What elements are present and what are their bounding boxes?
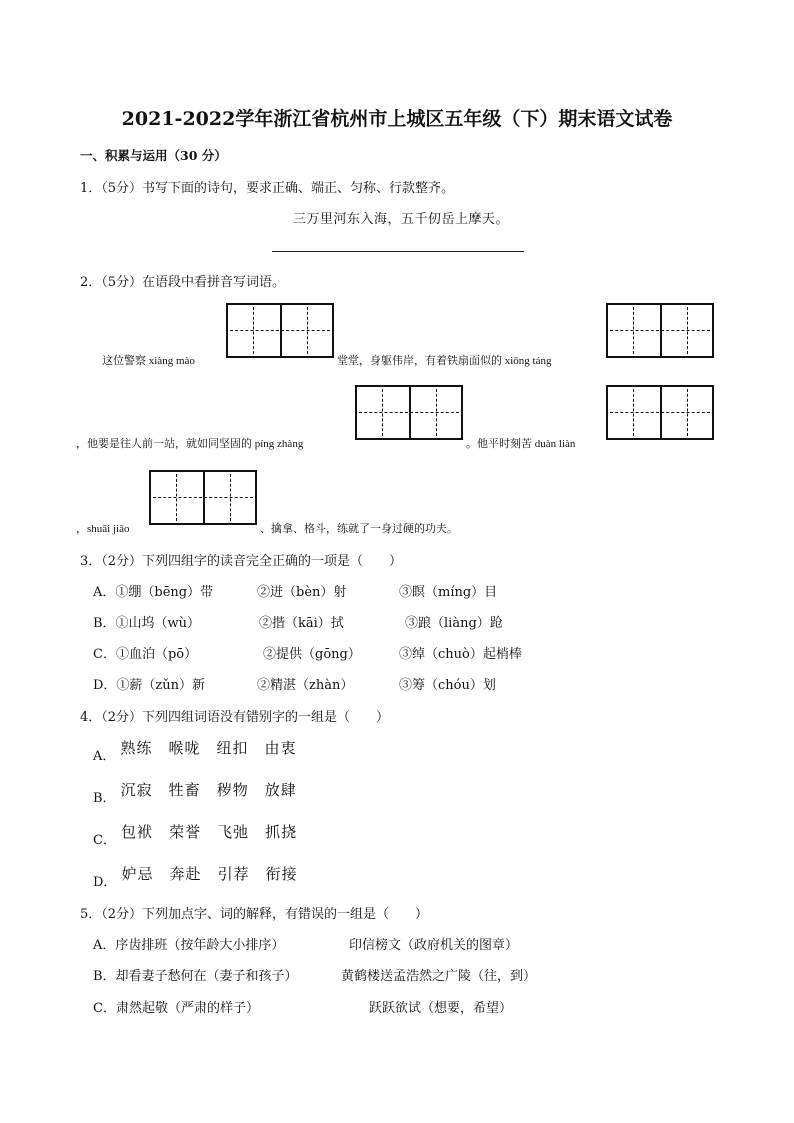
option-b-part: ②揩（kāi）拭 bbox=[259, 616, 344, 631]
option-c-part: ③绰（chuò）起梢棒 bbox=[399, 647, 522, 662]
option-c[interactable] bbox=[93, 821, 313, 848]
pinyin-writing-grid[interactable] bbox=[606, 385, 714, 440]
question-2-stem: 2．（5分）在语段中看拼音写词语。 bbox=[80, 275, 286, 290]
option-d[interactable]: D．①薪（zǔn）新 bbox=[93, 678, 206, 693]
word: 奔赴 bbox=[169, 865, 202, 883]
question-5-stem: 5．（2分）下列加点字、词的解释，有错误的一组是（ ） bbox=[80, 907, 429, 922]
passage-text: ，shuāi jiāo bbox=[76, 523, 130, 535]
passage-text: 、擒拿、格斗，练就了一身过硬的功夫。 bbox=[260, 523, 458, 535]
option-a[interactable]: A．序齿排班（按年龄大小排序） bbox=[93, 938, 285, 953]
option-letter: A． bbox=[93, 749, 116, 764]
word: 飞弛 bbox=[217, 823, 250, 841]
pinyin-writing-grid[interactable] bbox=[226, 303, 334, 358]
pinyin-writing-grid[interactable] bbox=[355, 385, 463, 440]
option-c[interactable]: C．①血泊（pō） bbox=[93, 647, 198, 662]
word: 纽扣 bbox=[216, 739, 249, 757]
option-b-part: ③踉（liàng）跄 bbox=[405, 616, 503, 631]
answer-line bbox=[272, 251, 524, 252]
option-d[interactable] bbox=[93, 863, 314, 890]
option-c-part: 跃跃欲试（想要，希望） bbox=[369, 1001, 513, 1016]
option-b[interactable]: B．却看妻子愁何在（妻子和孩子） bbox=[93, 969, 298, 984]
word: 包袱 bbox=[121, 823, 154, 841]
option-b-part: 黄鹤楼送孟浩然之广陵（往，到） bbox=[341, 969, 537, 984]
option-letter: C． bbox=[93, 833, 116, 848]
option-a[interactable] bbox=[93, 737, 313, 764]
question-1-stem: 1．（5分）书写下面的诗句，要求正确、端正、匀称、行款整齐。 bbox=[80, 181, 455, 196]
option-c[interactable]: C．肃然起敬（严肃的样子） bbox=[93, 1001, 259, 1016]
word: 熟练 bbox=[120, 739, 153, 757]
poem-line: 三万里河东入海，五千仞岳上摩天。 bbox=[293, 212, 510, 227]
section-heading: 一、积累与运用（30 分） bbox=[80, 148, 227, 163]
word: 抓挠 bbox=[265, 823, 298, 841]
option-d-part: ③筹（chóu）划 bbox=[399, 678, 496, 693]
word: 荣誉 bbox=[169, 823, 202, 841]
passage-text: 这位警察 xiàng mào bbox=[102, 355, 195, 367]
passage-text: 堂堂，身躯伟岸，有着铁扇面似的 xiōng táng bbox=[337, 355, 552, 367]
option-a-part: 印信榜文（政府机关的图章） bbox=[349, 938, 519, 953]
question-4-stem: 4．（2分）下列四组词语没有错别字的一组是（ ） bbox=[80, 710, 390, 725]
option-letter: B． bbox=[93, 791, 116, 806]
word: 秽物 bbox=[216, 781, 249, 799]
option-c-part: ②提供（gōng） bbox=[263, 647, 361, 662]
word: 衔接 bbox=[265, 865, 298, 883]
page-title: 2021-2022学年浙江省杭州市上城区五年级（下）期末语文试卷 bbox=[121, 108, 673, 130]
passage-text: ，他要是往人前一站，就如同坚固的 píng zhàng bbox=[76, 438, 304, 450]
option-letter: D． bbox=[93, 875, 117, 890]
word: 引荐 bbox=[217, 865, 250, 883]
word: 由衷 bbox=[264, 739, 297, 757]
pinyin-writing-grid[interactable] bbox=[149, 470, 257, 525]
option-a-part: ②迸（bèn）射 bbox=[257, 585, 347, 600]
word: 放肆 bbox=[264, 781, 297, 799]
passage-text: 。他平时刻苦 duàn liàn bbox=[466, 438, 576, 450]
word: 妒忌 bbox=[121, 865, 154, 883]
word: 沉寂 bbox=[120, 781, 153, 799]
option-a-part: ③瞑（míng）目 bbox=[399, 585, 498, 600]
pinyin-writing-grid[interactable] bbox=[606, 303, 714, 358]
question-3-stem: 3．（2分）下列四组字的读音完全正确的一项是（ ） bbox=[80, 554, 403, 569]
option-b[interactable] bbox=[93, 779, 313, 806]
word: 牲畜 bbox=[168, 781, 201, 799]
word: 喉咙 bbox=[168, 739, 201, 757]
option-d-part: ②精湛（zhàn） bbox=[257, 678, 354, 693]
option-a[interactable]: A．①绷（bēng）带 bbox=[93, 585, 214, 600]
option-b[interactable]: B．①山坞（wù） bbox=[93, 616, 201, 631]
